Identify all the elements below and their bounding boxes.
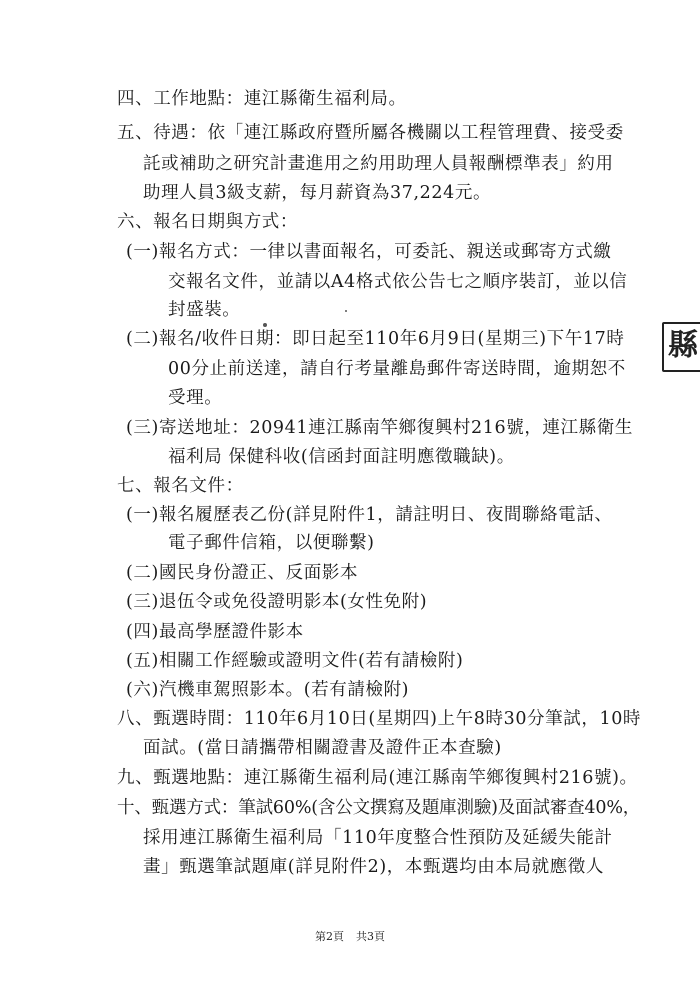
section-7-item-5: (五)相關工作經驗或證明文件(若有請檢附): [126, 651, 464, 671]
seal-glyph: 縣: [668, 328, 698, 363]
section-7-heading: 七、報名文件：: [117, 476, 244, 496]
section-7-item-6: (六)汽機車駕照影本。(若有請檢附): [126, 680, 410, 700]
section-7-item-2: (二)國民身份證正、反面影本: [126, 563, 359, 583]
seal-stamp: [662, 322, 700, 374]
section-7-item-4: (四)最高學歷證件影本: [126, 622, 304, 642]
section-6-item-1-line-3: 封盛裝。: [168, 300, 241, 320]
section-9-location: 九、甄選地點：連江縣衛生福利局(連江縣南竿鄉復興村216號)。: [117, 768, 638, 788]
section-6-item-2-line-1: (二)報名/收件日期：即日起至110年6月9日(星期三)下午17時: [126, 329, 625, 349]
section-5-pay-line-2: 託或補助之研究計畫進用之約用助理人員報酬標準表」約用: [143, 154, 614, 174]
section-8-time-line-1: 八、甄選時間：110年6月10日(星期四)上午8時30分筆試，10時: [117, 709, 642, 729]
section-10-method-line-2: 採用連江縣衛生福利局「110年度整合性預防及延緩失能計: [143, 828, 613, 848]
page-total: 共3頁: [356, 930, 385, 943]
section-10-method-line-3: 畫」甄選筆試題庫(詳見附件2)，本甄選均由本局就應徵人: [143, 857, 604, 877]
section-8-time-line-2: 面試。(當日請攜帶相關證書及證件正本查驗): [143, 738, 502, 758]
section-6-item-1-line-2: 交報名文件，並請以A4格式依公告七之順序裝訂，並以信: [168, 272, 628, 292]
page-number: 第2頁: [315, 930, 344, 943]
section-5-pay-line-3: 助理人員3級支薪，每月薪資為37,224元。: [143, 183, 492, 203]
section-10-method-line-1: 十、甄選方式：筆試60%(含公文撰寫及題庫測驗)及面試審查40%，: [117, 798, 641, 818]
section-6-item-2-line-2: 00分止前送達，請自行考量離島郵件寄送時間，逾期恕不: [168, 359, 626, 379]
section-6-item-3-line-2: 福利局 保健科收(信函封面註明應徵職缺)。: [168, 447, 515, 467]
section-7-item-3: (三)退伍令或免役證明影本(女性免附): [126, 592, 428, 612]
section-6-heading: 六、報名日期與方式：: [117, 212, 298, 232]
scan-speck: [345, 310, 347, 312]
section-6-item-1-line-1: (一)報名方式：一律以書面報名，可委託、親送或郵寄方式繳: [126, 242, 612, 262]
section-6-item-2-line-3: 受理。: [168, 388, 223, 408]
section-6-item-3-line-1: (三)寄送地址：20941連江縣南竿鄉復興村216號，連江縣衛生: [126, 418, 633, 438]
section-7-item-1-line-1: (一)報名履歷表乙份(詳見附件1，請註明日、夜間聯絡電話、: [126, 505, 613, 525]
section-5-pay-line-1: 五、待遇：依「連江縣政府暨所屬各機關以工程管理費、接受委: [117, 123, 624, 143]
section-7-item-1-line-2: 電子郵件信箱，以便聯繫): [168, 533, 375, 553]
scan-speck: [263, 323, 267, 327]
section-4-work-location: 四、工作地點：連江縣衛生福利局。: [117, 89, 407, 109]
page-footer: [0, 930, 700, 944]
